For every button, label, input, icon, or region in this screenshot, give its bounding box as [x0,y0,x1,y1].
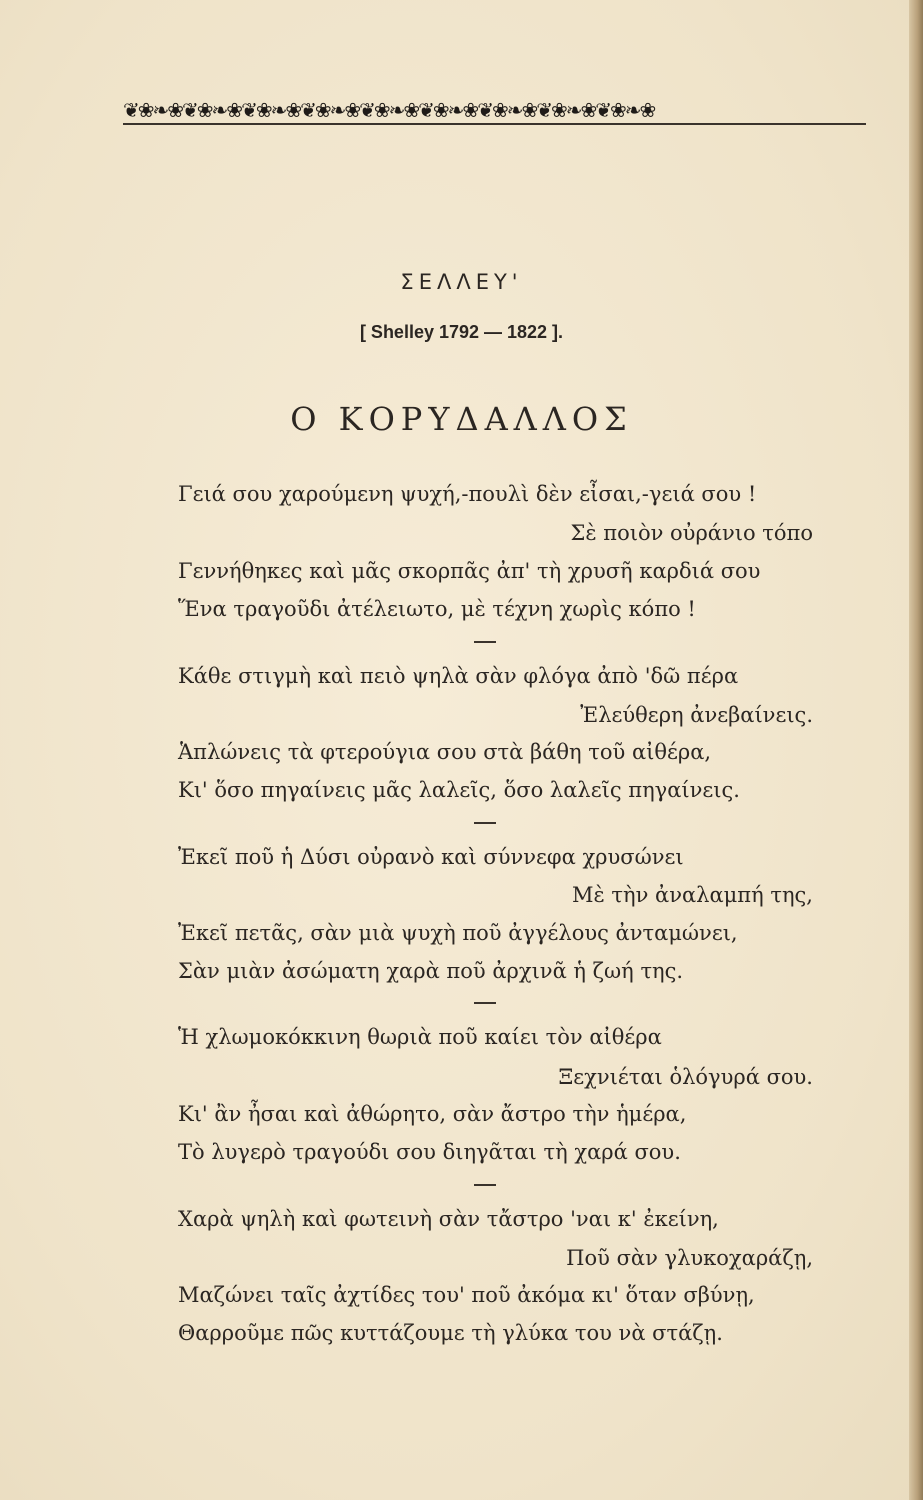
poem-line: Σὰν μιὰν ἀσώματη χαρὰ ποῦ ἀρχινᾶ ἡ ζωή της. [178,959,684,983]
stanza-separator [474,641,496,643]
poem-line: Ἐλεύθερη ἀνεβαίνεις. [580,703,813,727]
poem-line: Ἁπλώνεις τὰ φτερούγια σου στὰ βάθη τοῦ αἰθέρα, [178,740,712,764]
poem-line: Ποῦ σὰν γλυκοχαράζῃ, [566,1246,813,1270]
poem-line: Ξεχνιέται ὁλόγυρά σου. [558,1065,813,1089]
stanza-separator [474,822,496,824]
poem-line: Κάθε στιγμὴ καὶ πειὸ ψηλὰ σὰν φλόγα ἀπὸ 'δῶ πέρα [178,664,739,688]
page-edge [909,0,923,1500]
poem-line: Γειά σου χαρούμενη ψυχή,-πουλὶ δὲν εἶσαι,-γειά σου ! [178,482,757,506]
poem-line: Κι' ἂν ἦσαι καὶ ἀθώρητο, σὰν ἄστρο τὴν ἡμέρα, [178,1102,687,1126]
poem-line: Γεννήθηκες καὶ μᾶς σκορπᾶς ἀπ' τὴ χρυσῆ καρδιά σου [178,559,761,583]
poem-line: Ἕνα τραγοῦδι ἀτέλειωτο, μὲ τέχνη χωρὶς κόπο ! [178,597,696,621]
decorative-border: ❦❀❧❀❦❀❧❀❦❀❧❀❦❀❧❀❦❀❧❀❦❀❧❀❦❀❧❀❦❀❧❀❦❀❧❀ [123,98,655,122]
poem-line: Χαρὰ ψηλὴ καὶ φωτεινὴ σὰν τἄστρο 'ναι κ' ἐκείνη, [178,1207,719,1231]
poem-line: Σὲ ποιὸν οὐράνιο τόπο [570,521,813,545]
ornament-rule [123,123,866,125]
poem-line: Μαζώνει ταῖς ἀχτίδες του' ποῦ ἀκόμα κι' ὅταν σβύνῃ, [178,1283,755,1307]
stanza-separator [474,1184,496,1186]
poem-line: Κι' ὅσο πηγαίνεις μᾶς λαλεῖς, ὅσο λαλεῖς πηγαίνεις. [178,778,740,802]
poem-line: Τὸ λυγερὸ τραγούδι σου διηγᾶται τὴ χαρά σου. [178,1140,681,1164]
poem-title: Ο ΚΟΡΥΔΑΛΛΟΣ [290,400,633,438]
stanza-separator [474,1002,496,1004]
poem-line: Ἐκεῖ ποῦ ἡ Δύσι οὐρανὸ καὶ σύννεφα χρυσώνει [178,845,684,869]
author-heading: ΣΕΛΛΕΥ' [400,270,523,294]
author-dates: [ Shelley 1792 — 1822 ]. [359,322,564,342]
poem-line: Θαρροῦμε πῶς κυττάζουμε τὴ γλύκα του νὰ στάζῃ. [178,1321,723,1345]
poem-line: Μὲ τὴν ἀναλαμπή της, [571,883,813,907]
poem-line: Ἐκεῖ πετᾶς, σὰν μιὰ ψυχὴ ποῦ ἀγγέλους ἀνταμώνει, [178,921,738,945]
poem-line: Ἡ χλωμοκόκκινη θωριὰ ποῦ καίει τὸν αἰθέρα [178,1025,662,1049]
